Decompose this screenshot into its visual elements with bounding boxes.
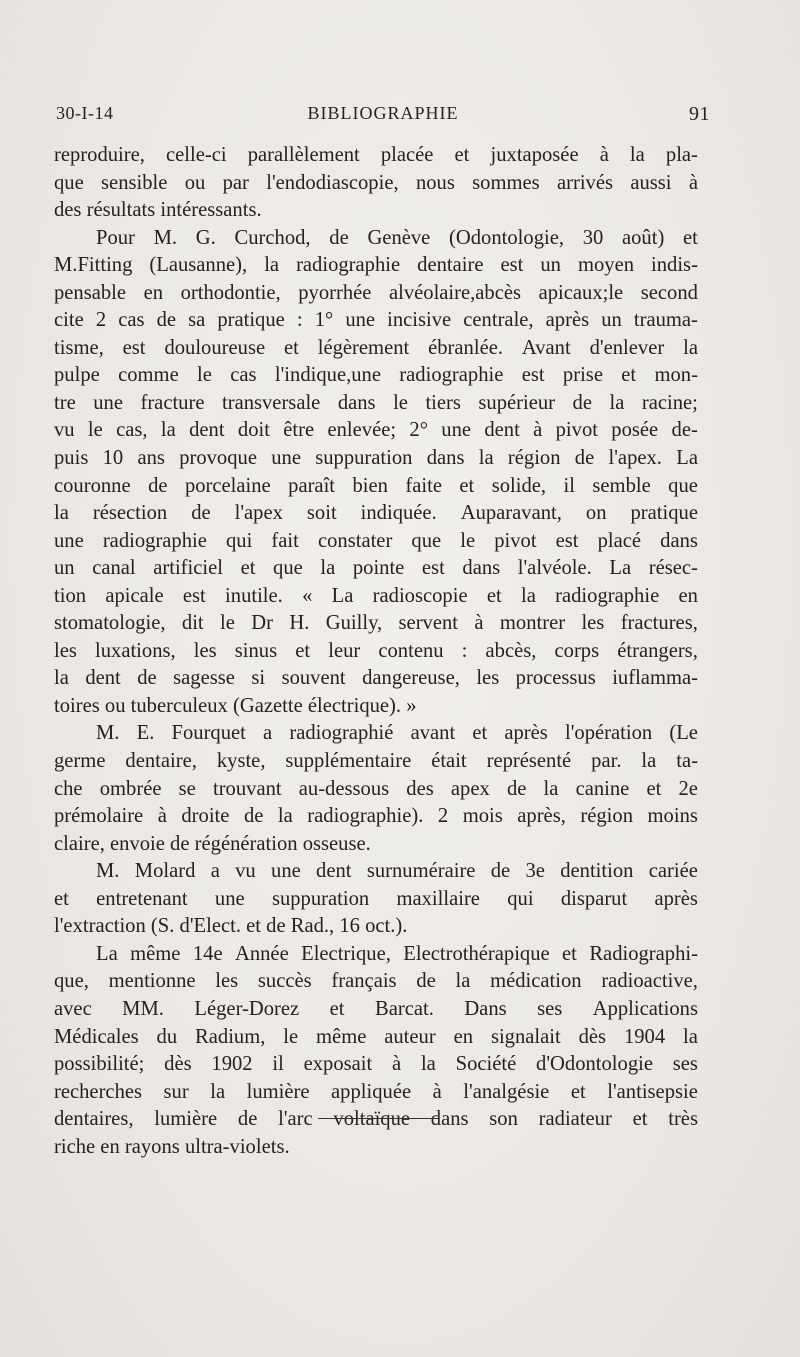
header-date: 30-I-14 (56, 103, 114, 123)
text-line: germe dentaire, kyste, supplémentaire était représenté par. la ta- (54, 750, 698, 773)
text-line: la dent de sagesse si souvent dangereuse, les processus iuflamma- (54, 667, 698, 690)
text-line: M. Molard a vu une dent surnuméraire de 3e dentition cariée (96, 860, 698, 883)
text-line: dentaires, lumière de l'arc voltaïque dans son radiateur et très (54, 1108, 698, 1131)
running-header (56, 103, 710, 131)
text-line: que sensible ou par l'endodiascopie, nous sommes arrivés aussi à (54, 171, 698, 194)
text-line: La même 14e Année Electrique, Electrothérapique et Radiographi- (96, 942, 698, 965)
text-line: tisme, est douloureuse et légèrement ébranlée. Avant d'enlever la (54, 336, 698, 359)
text-line: et entretenant une suppuration maxillaire qui disparut après (54, 887, 698, 910)
text-line: une radiographie qui fait constater que le pivot est placé dans (54, 529, 698, 552)
text-line: che ombrée se trouvant au-dessous des apex de la canine et 2e (54, 777, 698, 800)
text-line: Médicales du Radium, le même auteur en signalait dès 1904 la (54, 1025, 698, 1048)
text-line: la résection de l'apex soit indiquée. Auparavant, on pratique (54, 502, 698, 525)
text-line: M.Fitting (Lausanne), la radiographie dentaire est un moyen indis- (54, 254, 698, 277)
text-line: l'extraction (S. d'Elect. et de Rad., 16 oct.). (54, 915, 408, 938)
paragraph (54, 720, 698, 858)
text-line: que, mentionne les succès français de la médication radioactive, (54, 970, 698, 993)
text-line: Pour M. G. Curchod, de Genève (Odontologie, 30 août) et (96, 226, 698, 249)
text-line: tion apicale est inutile. « La radioscopie et la radiographie en (54, 584, 698, 607)
text-line: prémolaire à droite de la radiographie). 2 mois après, région moins (54, 805, 698, 828)
text-line: des résultats intéressants. (54, 199, 262, 222)
text-line: pulpe comme le cas l'indique,une radiographie est prise et mon- (54, 364, 698, 387)
text-line: cite 2 cas de sa pratique : 1° une incisive centrale, après un trauma- (54, 309, 698, 332)
body-text (54, 142, 698, 1161)
section-divider-rule (318, 1118, 440, 1119)
page-number: 91 (689, 103, 710, 125)
text-line: vu le cas, la dent doit être enlevée; 2° une dent à pivot posée de- (54, 419, 698, 442)
text-line: couronne de porcelaine paraît bien faite et solide, il semble que (54, 474, 698, 497)
text-line: reproduire, celle-ci parallèlement placée et juxtaposée à la pla- (54, 144, 698, 166)
text-line: stomatologie, dit le Dr H. Guilly, servent à montrer les fractures, (54, 612, 698, 635)
text-line: M. E. Fourquet a radiographié avant et après l'opération (Le (96, 722, 698, 745)
text-line: possibilité; dès 1902 il exposait à la Société d'Odontologie ses (54, 1053, 698, 1076)
paragraph (54, 142, 698, 225)
text-line: puis 10 ans provoque une suppuration dans la région de l'apex. La (54, 447, 698, 470)
text-line: avec MM. Léger-Dorez et Barcat. Dans ses Applications (54, 997, 698, 1020)
text-line: les luxations, les sinus et leur contenu : abcès, corps étrangers, (54, 639, 698, 662)
header-section-title: BIBLIOGRAPHIE (307, 103, 459, 123)
text-line: riche en rayons ultra-violets. (54, 1135, 290, 1158)
paragraph (54, 225, 698, 721)
paragraph (54, 941, 698, 1161)
text-line: claire, envoie de régénération osseuse. (54, 832, 371, 855)
text-line: toires ou tuberculeux (Gazette électrique). » (54, 694, 417, 717)
text-line: recherches sur la lumière appliquée à l'analgésie et l'antisepsie (54, 1080, 698, 1103)
text-line: pensable en orthodontie, pyorrhée alvéolaire,abcès apicaux;le second (54, 281, 698, 304)
paragraph (54, 858, 698, 941)
text-line: tre une fracture transversale dans le tiers supérieur de la racine; (54, 391, 698, 414)
text-line: un canal artificiel et que la pointe est dans l'alvéole. La résec- (54, 557, 698, 580)
